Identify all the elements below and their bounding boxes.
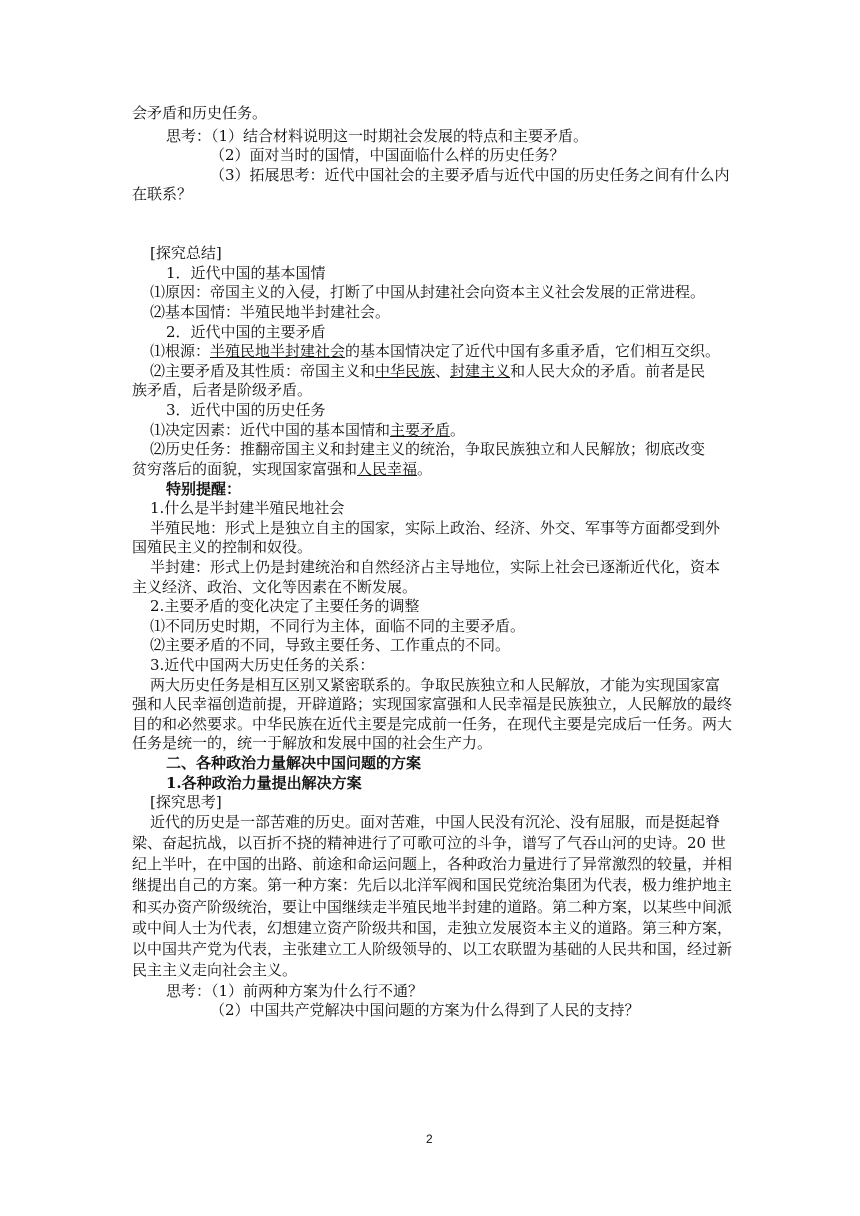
underlined-term: 封建主义: [450, 362, 511, 380]
reminder-text: 两大历史任务是相互区别又紧密联系的。争取民族独立和人民解放，才能为实现国家富: [150, 676, 721, 694]
think-question-1: 思考：（1）结合材料说明这一时期社会发展的特点和主要矛盾。: [166, 127, 589, 145]
paragraph-line: 纪上半叶，在中国的出路、前途和命运问题上，各种政治力量进行了异常激烈的较量，并相: [132, 855, 733, 873]
summary-point-title: 1．近代中国的基本国情: [166, 264, 326, 282]
reminder-text: 国殖民主义的控制和奴役。: [132, 538, 313, 556]
underlined-term: 人民幸福: [357, 460, 418, 478]
summary-text: ⑵基本国情：半殖民地半封建社会。: [150, 303, 391, 321]
summary-text: 贫穷落后的面貌，实现国家富强和人民幸福。: [132, 460, 433, 478]
think-question-2: （2）面对当时的国情，中国面临什么样的历史任务？: [210, 146, 565, 164]
reminder-text: 半封建：形式上仍是封建统治和自然经济占主导地位，实际上社会已逐渐近代化，资本: [150, 558, 721, 576]
text-line: 会矛盾和历史任务。: [132, 104, 268, 122]
subsection-heading: 1.各种政治力量提出解决方案: [166, 774, 362, 792]
page-number: 2: [426, 1132, 433, 1146]
reminder-text: 强和人民幸福创造前提，开辟道路；实现国家富强和人民幸福是民族独立，人民解放的最终: [132, 695, 733, 713]
summary-text: ⑵历史任务：推翻帝国主义和封建主义的统治，争取民族独立和人民解放；彻底改变: [150, 440, 706, 458]
reminder-heading: 特别提醒：: [166, 480, 242, 498]
summary-text: ⑴根源：半殖民地半封建社会的基本国情决定了近代中国有多重矛盾，它们相互交织。: [150, 342, 721, 360]
reminder-point-title: 2.主要矛盾的变化决定了主要任务的调整: [150, 597, 420, 615]
section-heading: 二、各种政治力量解决中国问题的方案: [166, 754, 422, 772]
think-question-1: 思考：（1）前两种方案为什么行不通？: [166, 982, 424, 1000]
reminder-text: 任务是统一的，统一于解放和发展中国的社会生产力。: [132, 734, 493, 752]
underlined-term: 半殖民地半封建社会: [210, 342, 346, 360]
summary-point-title: 2．近代中国的主要矛盾: [166, 323, 326, 341]
reminder-point-title: 1.什么是半封建半殖民地社会: [150, 499, 345, 517]
reminder-text: 半殖民地：形式上是独立自主的国家，实际上政治、经济、外交、军事等方面都受到外: [150, 519, 721, 537]
reminder-text: ⑵主要矛盾的不同，导致主要任务、工作重点的不同。: [150, 636, 511, 654]
underlined-term: 中华民族: [375, 362, 436, 380]
reminder-point-title: 3.近代中国两大历史任务的关系：: [150, 656, 375, 674]
summary-text: 族矛盾，后者是阶级矛盾。: [132, 381, 313, 399]
think-question-2: （2）中国共产党解决中国问题的方案为什么得到了人民的支持？: [210, 1001, 640, 1019]
paragraph-line: 以中国共产党为代表，主张建立工人阶级领导的、以工农联盟为基础的人民共和国，经过新: [132, 940, 733, 958]
summary-text: ⑴原因：帝国主义的入侵，打断了中国从封建社会向资本主义社会发展的正常进程。: [150, 283, 706, 301]
reminder-text: ⑴不同历史时期，不同行为主体，面临不同的主要矛盾。: [150, 617, 526, 635]
reminder-text: 目的和必然要求。中华民族在近代主要是完成前一任务，在现代主要是完成后一任务。两大: [132, 715, 733, 733]
summary-text: ⑵主要矛盾及其性质：帝国主义和中华民族、封建主义和人民大众的矛盾。前者是民: [150, 362, 706, 380]
paragraph-line: 梁、奋起抗战，以百折不挠的精神进行了可歌可泣的斗争，谱写了气吞山河的史诗。20 世: [132, 834, 726, 852]
paragraph-line: 继提出自己的方案。第一种方案：先后以北洋军阀和国民党统治集团为代表，极力维护地主: [132, 876, 733, 894]
underlined-term: 主要矛盾: [390, 421, 451, 439]
summary-point-title: 3．近代中国的历史任务: [166, 401, 326, 419]
inquiry-heading: [探究思考]: [150, 793, 222, 811]
text-line: 在联系？: [132, 185, 193, 203]
summary-heading: [探究总结]: [150, 244, 222, 262]
paragraph-line: 和买办资产阶级统治，要让中国继续走半殖民地半封建的道路。第二种方案，以某些中间派: [132, 898, 733, 916]
reminder-text: 主义经济、政治、文化等因素在不断发展。: [132, 578, 418, 596]
paragraph-line: 民主主义走向社会主义。: [132, 961, 298, 979]
paragraph-line: 近代的历史是一部苦难的历史。面对苦难，中国人民没有沉沦、没有屈服，而是挺起脊: [150, 813, 721, 831]
paragraph-line: 或中间人士为代表，幻想建立资产阶级共和国，走独立发展资本主义的道路。第三种方案，: [132, 919, 733, 937]
summary-text: ⑴决定因素：近代中国的基本国情和主要矛盾。: [150, 421, 466, 439]
think-question-3: （3）拓展思考：近代中国社会的主要矛盾与近代中国的历史任务之间有什么内: [210, 166, 730, 184]
